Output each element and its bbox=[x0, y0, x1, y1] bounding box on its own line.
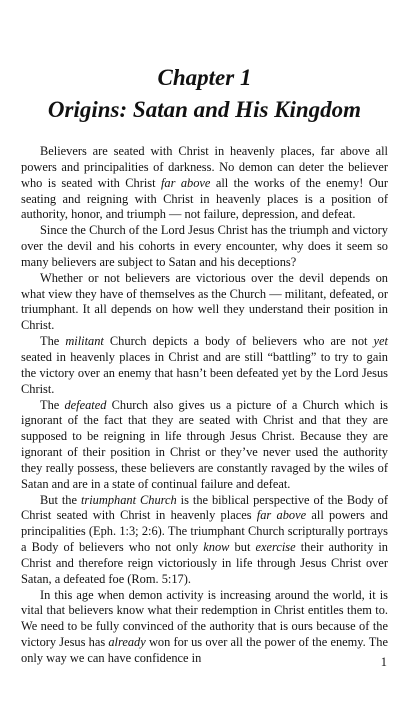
paragraph bbox=[21, 223, 388, 271]
emphasized-text: militant bbox=[65, 334, 104, 349]
text-run: But the bbox=[40, 492, 81, 507]
text-run: won for us over all the power of the enemy. The only way we can have confidence in bbox=[21, 635, 388, 665]
emphasized-text: triumphant Church bbox=[80, 492, 177, 507]
text-run: Church depicts a body of believers who are not bbox=[103, 334, 374, 349]
chapter-heading: Chapter 1 bbox=[157, 65, 252, 90]
emphasized-text: exercise bbox=[255, 540, 296, 555]
paragraph bbox=[21, 334, 388, 397]
text-run: Since the Church of the Lord Jesus Christ has the triumph and victory over the devil and his cohorts in every encounter, why does it seem so many believers are subject to Satan and his deceptions? bbox=[21, 223, 388, 269]
text-run: The bbox=[40, 397, 65, 412]
text-run: their authority in Christ and therefore reign victoriously in life through Jesus Christ over Satan, a defeated foe (Rom. 5:17). bbox=[21, 540, 389, 586]
text-run: In this age when demon activity is increasing around the world, it is vital that believers know what their redemption in Christ entitles them to. We need to be fully convinced of the authority that is ours because of the victory Jesus has bbox=[21, 587, 388, 650]
text-run: The bbox=[40, 334, 66, 349]
paragraph bbox=[21, 398, 388, 493]
emphasized-text: already bbox=[108, 635, 146, 650]
paragraph bbox=[21, 271, 388, 334]
text-run: Whether or not believers are victorious over the devil depends on what view they have of themselves as the Church — militant, defeated, or triumphant. It all depends on how well they understand their position in Christ. bbox=[21, 270, 388, 333]
emphasized-text: know bbox=[203, 540, 230, 555]
text-run: but bbox=[229, 540, 256, 555]
paragraph bbox=[21, 493, 388, 588]
paragraph bbox=[21, 588, 388, 667]
text-run: seated in heavenly places in Christ and are still “battling” to try to gain the victory over an enemy that hasn’t been defeated yet by the Lord Jesus Christ. bbox=[21, 349, 388, 396]
emphasized-text: defeated bbox=[64, 397, 107, 412]
page-number: 1 bbox=[380, 655, 387, 669]
text-run: Believers are seated with Christ in heavenly places, far above all powers and principalities of darkness. No demon can deter the believer who is seated with Christ bbox=[21, 144, 388, 190]
emphasized-text: far above bbox=[256, 508, 307, 523]
text-run: Church also gives us a picture of a Church which is ignorant of the fact that they are seated with Christ and that they are supposed to be reigning in life through Jesus Christ. Because they are ignorant of their position in Christ or they’ve never used the authority they really possess, these believers are constantly ravaged by the wiles of Satan and are in a state of continual failure and defeat. bbox=[21, 397, 388, 491]
chapter-title: Origins: Satan and His Kingdom bbox=[47, 97, 362, 122]
paragraph bbox=[21, 144, 388, 223]
text-run: all the works of the enemy! Our seating and reigning with Christ in heavenly places is a position of authority, honor, and triumph — not failure, depression, and defeat. bbox=[21, 175, 389, 222]
chapter-body bbox=[21, 144, 388, 667]
emphasized-text: far above bbox=[160, 175, 211, 190]
text-run: all powers and principalities (Eph. 1:3; 2:6). The triumphant Church scripturally portrays a Body of believers who not only bbox=[21, 508, 388, 555]
text-run: is the biblical perspective of the Body of Christ seated with Christ in heavenly places bbox=[21, 492, 388, 523]
emphasized-text: yet bbox=[373, 334, 388, 349]
